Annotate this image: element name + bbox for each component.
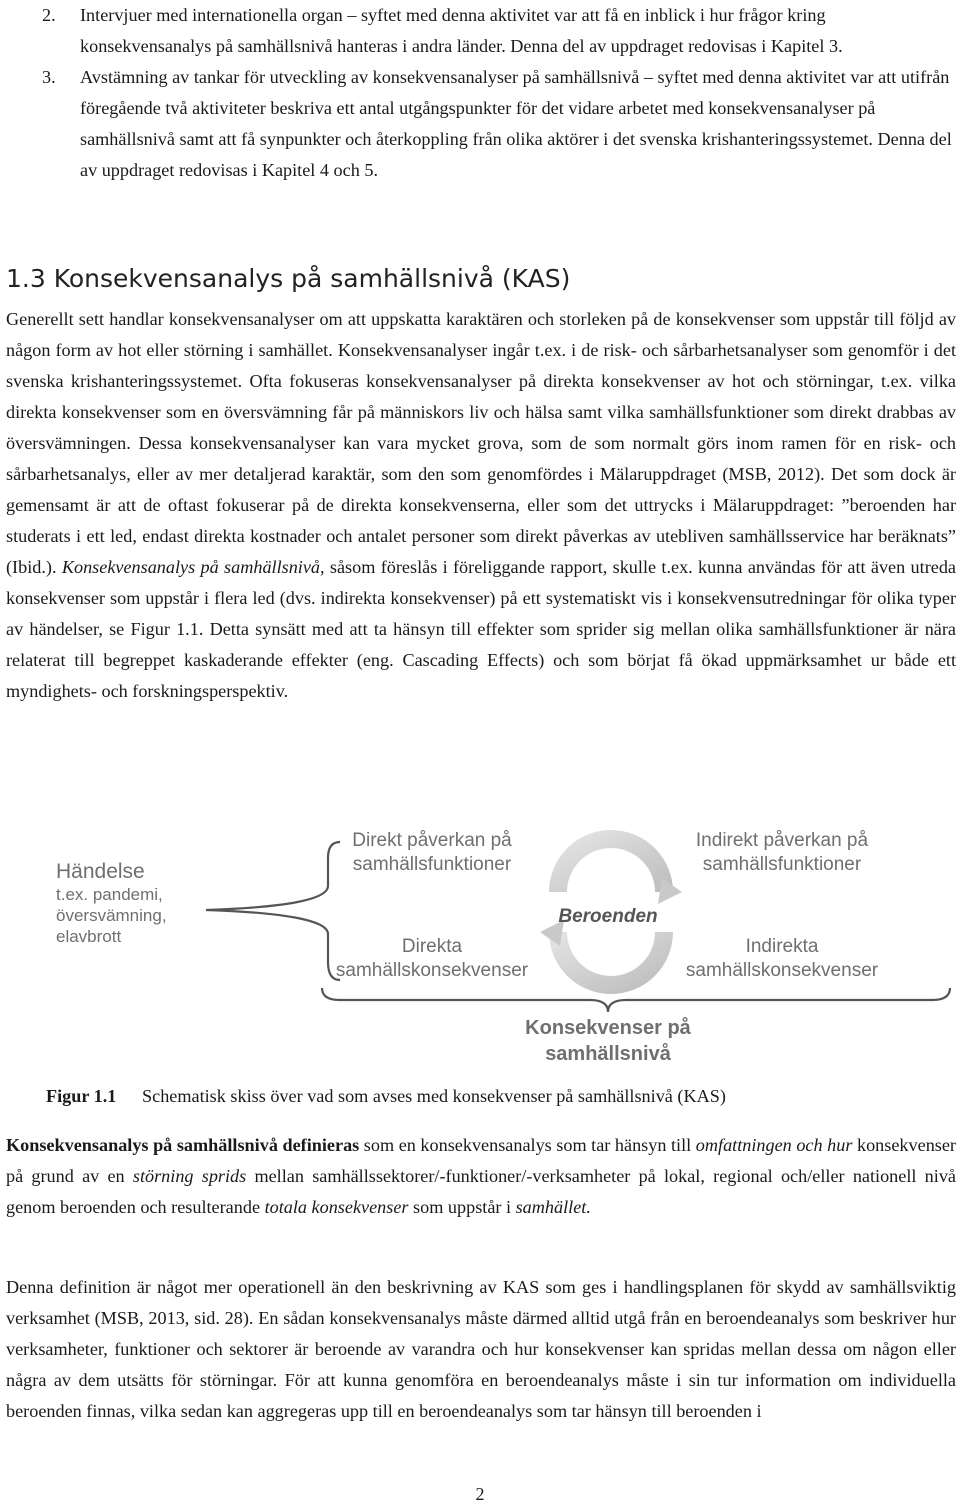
page-number: 2: [475, 1484, 485, 1504]
paragraph-italic-term: omfattningen och hur: [695, 1135, 853, 1155]
body-paragraph-3: Denna definition är något mer operationell än den beskrivning av KAS som ges i handlingsplanen för skydd av samhällsviktig verksamhet (MSB, 2013, sid. 28). En sådan konsekvensanalys måste därmed alltid utgå från en beroendeanalys som beskriver hur verksamheter, funktioner och sektorer är beroende av varandra och hur konsekvenser kan spridas mellan dessa om någon eller några av dem utsätts för störningar. För att kunna genomföra en beroendeanalys måste i sin tur information om individuella beroenden finnas, vilka sedan kan aggregeras upp till en beroendeanalys som tar hänsyn till beroenden i: [6, 1277, 956, 1421]
list-item: [0, 62, 960, 186]
paragraph-text: mellan samhällssektorer/-funktioner/-verksamheter på lokal, regional och/eller nationell nivå genom beroenden och resulterande: [6, 1166, 956, 1217]
paragraph-text: som uppstår i: [408, 1197, 516, 1217]
paragraph-italic-term: samhället.: [515, 1197, 591, 1217]
list-item-number: 2.: [42, 5, 56, 25]
event-title: Händelse: [56, 860, 145, 883]
indirect-consequences-label: Indirekta: [745, 936, 819, 957]
body-paragraph-1: [6, 304, 956, 707]
figure-kas-diagram: [10, 820, 960, 1070]
paragraph-text: Generellt sett handlar konsekvensanalyser om att uppskatta karaktären och storleken på de konsekvenser som uppstår till följd av någon form av hot eller störning i samhället. Konsekvensanalyser ingår t.ex. i de risk- och sårbarhetsanalyser som genomför i det svenska krishanteringssystemet. Ofta fokuseras konsekvensanalyser på direkta konsekvenser av hot och störningar, t.ex. vilka direkta konsekvenser som en översvämning får på människors liv och hälsa samt vilka samhällsfunktioner som direkt drabbas av översvämningen. Dessa konsekvensanalyser kan vara mycket grova, som de som normalt görs inom ramen för en risk- och sårbarhetsanalys, eller av mer detaljerad karaktär, som den som genomfördes i Mälaruppdraget (MSB, 2012). Det som dock är gemensamt är att de oftast fokuserar på de direkta konsekvenserna, eller som det uttrycks i Mälaruppdraget: ”beroenden har studerats i ett led, endast direkta kostnader och antalet personer som direkt påverkas av utebliven samhällsservice har beräknats” (Ibid.).: [6, 309, 956, 577]
activity-list: [0, 0, 960, 186]
societal-consequences-label: samhällsnivå: [545, 1043, 671, 1065]
societal-consequences-label: Konsekvenser på: [525, 1017, 691, 1039]
direct-consequences-label: samhällskonsekvenser: [335, 960, 529, 981]
paragraph-text: konsekvenser på grund av en: [6, 1135, 956, 1186]
paragraph-italic-term: Konsekvensanalys på samhällsnivå: [61, 557, 321, 577]
paragraph-text: , såsom föreslås i föreliggande rapport, skulle t.ex. kunna användas för att även utreda konsekvenser som uppstår i flera led (dvs. indirekta konsekvenser) på ett systematiskt vis i konsekvensutredningar för olika typer av händelser, se Figur 1.1. Detta synsätt med att ta hänsyn till effekter som sprider sig mellan olika samhällsfunktioner är nära relaterat till begreppet kaskaderande effekter (eng. Cascading Effects) och som börjat få ökad uppmärksamhet ur både ett myndighets- och forskningsperspektiv.: [6, 557, 956, 701]
figure-caption: [46, 1082, 726, 1110]
list-item-text: Avstämning av tankar för utveckling av konsekvensanalyser på samhällsnivå – syftet med denna aktivitet var att utifrån föregående två aktiviteter beskriva ett antal utgångspunkter för det vidare arbetet med konsekvensanalyser på samhällsnivå samt att få synpunkter och återkoppling från olika aktörer i det svenska krishanteringssystemet. Denna del av uppdraget redovisas i Kapitel 4 och 5.: [80, 67, 952, 180]
list-item-text: Intervjuer med internationella organ – syftet med denna aktivitet var att få en inblick i hur frågor kring konsekvensanalys på samhällsnivå hanteras i andra länder. Denna del av uppdraget redovisas i Kapitel 3.: [80, 5, 843, 56]
event-example: översvämning,: [56, 906, 167, 925]
paragraph-italic-term: totala konsekvenser: [264, 1197, 409, 1217]
kas-diagram: [10, 820, 960, 1070]
event-example: t.ex. pandemi,: [56, 885, 163, 904]
indirect-impact-label: samhällsfunktioner: [702, 854, 862, 875]
direct-impact-label: Direkt påverkan på: [352, 830, 512, 851]
dependencies-label: Beroenden: [558, 906, 658, 927]
paragraph-text: som en konsekvensanalys som tar hänsyn till: [359, 1135, 696, 1155]
event-brace: [206, 842, 340, 980]
indirect-impact-label: Indirekt påverkan på: [695, 830, 869, 851]
list-item: [0, 0, 960, 62]
definition-paragraph: [6, 1130, 956, 1223]
definition-term: Konsekvensanalys på samhällsnivå definieras: [6, 1135, 360, 1155]
direct-consequences-label: Direkta: [401, 936, 463, 957]
paragraph-italic-term: störning sprids: [132, 1166, 247, 1186]
direct-impact-label: samhällsfunktioner: [352, 854, 512, 875]
caption-text: Schematisk skiss över vad som avses med konsekvenser på samhällsnivå (KAS): [142, 1086, 726, 1106]
list-item-number: 3.: [42, 67, 56, 87]
caption-label: Figur 1.1: [46, 1086, 117, 1106]
event-example: elavbrott: [56, 927, 122, 946]
section-heading: 1.3 Konsekvensanalys på samhällsnivå (KAS): [6, 264, 571, 293]
consequences-brace: [322, 988, 950, 1012]
indirect-consequences-label: samhällskonsekvenser: [685, 960, 879, 981]
